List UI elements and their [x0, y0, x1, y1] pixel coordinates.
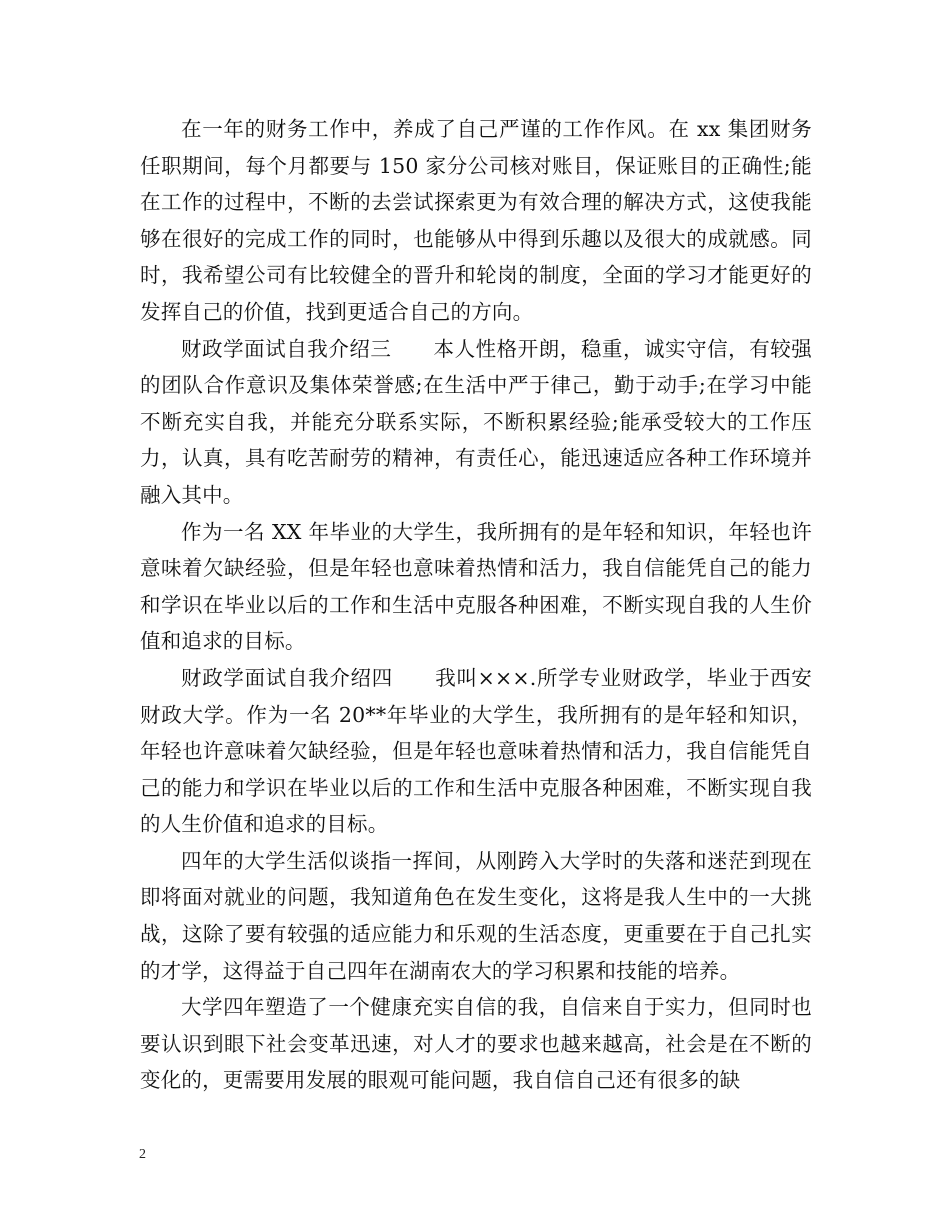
paragraph-introduction-three: 财政学面试自我介绍三 本人性格开朗，稳重，诚实守信，有较强的团队合作意识及集体荣誉感;在生活中严于律己，勤于动手;在学习中能不断充实自我，并能充分联系实际，不断积累经验;能承受较大的工作压力，认真，具有吃苦耐劳的精神，有责任心，能迅速适应各种工作环境并融入其中。	[140, 336, 812, 507]
paragraph-introduction-four: 财政学面试自我介绍四 我叫×××.所学专业财政学，毕业于西安财政大学。作为一名 20**年毕业的大学生，我所拥有的是年轻和知识，年轻也许意味着欠缺经验，但是年轻也意味着热情和活力，我自信能凭自己的能力和学识在毕业以后的工作和生活中克服各种困难，不断实现自我的人生价值和追求的目标。	[140, 665, 812, 837]
paragraph-work-experience: 在一年的财务工作中，养成了自己严谨的工作作风。在 xx 集团财务任职期间，每个月都要与 150 家分公司核对账目，保证账目的正确性;能在工作的过程中，不断的去尝试探索更为有效合理的解决方式，这使我能够在很好的完成工作的同时，也能够从中得到乐趣以及很大的成就感。同时，我希望公司有比较健全的晋升和轮岗的制度，全面的学习才能更好的发挥自己的价值，找到更适合自己的方向。	[140, 117, 812, 324]
paragraph-graduate-youth: 作为一名 XX 年毕业的大学生，我所拥有的是年轻和知识，年轻也许意味着欠缺经验，但是年轻也意味着热情和活力，我自信能凭自己的能力和学识在毕业以后的工作和生活中克服各种困难，不断实现自我的人生价值和追求的目标。	[140, 519, 812, 654]
paragraph-university-life: 四年的大学生活似谈指一挥间，从刚跨入大学时的失落和迷茫到现在即将面对就业的问题，我知道角色在发生变化，这将是我人生中的一大挑战，这除了要有较强的适应能力和乐观的生活态度，更重要在于自己扎实的才学，这得益于自己四年在湖南农大的学习积累和技能的培养。	[140, 848, 812, 983]
page-number: 2	[139, 1147, 146, 1162]
page-body	[140, 111, 812, 1099]
paragraph-university-confidence: 大学四年塑造了一个健康充实自信的我，自信来自于实力，但同时也要认识到眼下社会变革迅速，对人才的要求也越来越高，社会是在不断的变化的，更需要用发展的眼观可能问题，我自信自己还有很多的缺	[140, 995, 812, 1093]
